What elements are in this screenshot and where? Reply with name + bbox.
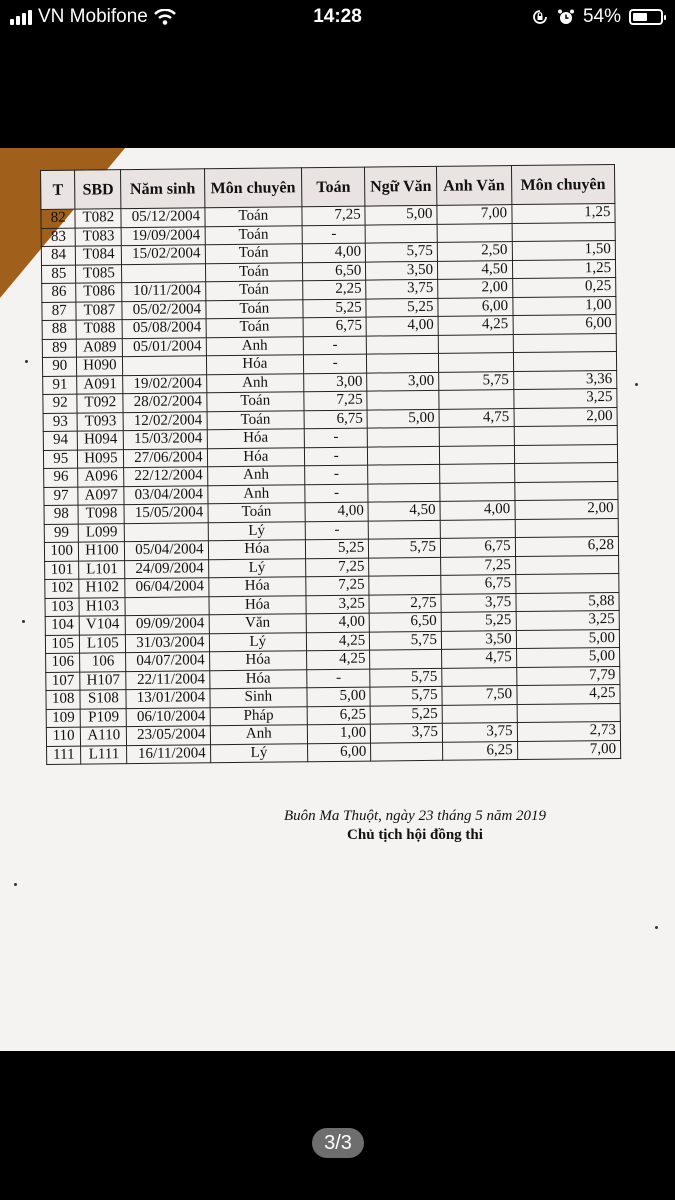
cell-birth-date: 22/11/2004 bbox=[126, 670, 209, 689]
cell-sbd: H102 bbox=[79, 579, 125, 598]
cell-row-number: 107 bbox=[46, 672, 81, 691]
rotation-lock-icon bbox=[531, 8, 549, 26]
status-bar bbox=[0, 0, 675, 36]
cell-birth-date: 06/04/2004 bbox=[125, 578, 208, 597]
cell-score-specialty bbox=[512, 222, 616, 242]
cell-birth-date: 22/12/2004 bbox=[124, 467, 207, 486]
cell-score-english: 6,75 bbox=[440, 538, 515, 557]
cell-birth-date bbox=[122, 263, 205, 282]
cell-row-number: 86 bbox=[42, 283, 77, 302]
cell-score-specialty: 7,00 bbox=[517, 740, 621, 760]
cell-sbd: T093 bbox=[77, 412, 123, 431]
cell-score-literature bbox=[367, 390, 439, 409]
cell-score-specialty: 5,00 bbox=[516, 629, 620, 649]
cell-row-number: 109 bbox=[46, 709, 81, 728]
cell-specialty-subject: Toán bbox=[205, 262, 303, 282]
cell-specialty-subject: Anh bbox=[207, 466, 305, 486]
cell-score-english bbox=[440, 519, 515, 538]
cell-birth-date: 19/09/2004 bbox=[121, 226, 204, 245]
cell-birth-date: 16/11/2004 bbox=[127, 744, 210, 763]
cell-score-literature bbox=[365, 224, 437, 243]
cell-score-literature: 4,50 bbox=[368, 501, 440, 520]
cell-sbd: H090 bbox=[77, 357, 123, 376]
cell-score-english bbox=[439, 445, 514, 464]
cell-score-specialty: 5,88 bbox=[516, 592, 620, 612]
cell-sbd: V104 bbox=[80, 616, 126, 635]
cell-sbd: T084 bbox=[76, 246, 122, 265]
cell-row-number: 94 bbox=[43, 431, 78, 450]
cell-score-literature bbox=[369, 575, 441, 594]
cell-sbd: 106 bbox=[80, 653, 126, 672]
cell-score-english: 4,25 bbox=[438, 316, 513, 335]
cell-score-english: 5,25 bbox=[441, 612, 516, 631]
cell-sbd: L105 bbox=[80, 634, 126, 653]
cell-score-math: 4,00 bbox=[302, 243, 365, 262]
cell-score-math: 3,25 bbox=[306, 595, 369, 614]
cell-score-math: - bbox=[303, 336, 366, 355]
cell-score-specialty: 2,00 bbox=[514, 407, 618, 427]
cell-score-math: - bbox=[305, 447, 368, 466]
cell-score-math: - bbox=[305, 465, 368, 484]
cell-score-english bbox=[440, 482, 515, 501]
cell-score-literature: 5,75 bbox=[370, 631, 442, 650]
cell-specialty-subject: Hóa bbox=[208, 577, 306, 597]
cell-score-specialty: 2,00 bbox=[515, 499, 619, 519]
column-header: Toán bbox=[302, 167, 366, 207]
cell-score-specialty: 6,00 bbox=[513, 314, 617, 334]
cell-score-literature bbox=[367, 427, 439, 446]
cell-sbd: T086 bbox=[76, 283, 122, 302]
cell-birth-date bbox=[125, 522, 208, 541]
cell-birth-date: 03/04/2004 bbox=[124, 485, 207, 504]
cell-birth-date: 05/02/2004 bbox=[122, 300, 205, 319]
cell-specialty-subject: Anh bbox=[210, 725, 308, 745]
cell-score-english bbox=[442, 667, 517, 686]
cell-sbd: A091 bbox=[77, 375, 123, 394]
cell-score-specialty: 3,25 bbox=[513, 388, 617, 408]
cell-score-math: 7,25 bbox=[306, 576, 369, 595]
cell-score-english: 5,75 bbox=[439, 371, 514, 390]
cell-score-specialty: 4,25 bbox=[517, 684, 621, 704]
cell-score-literature: 3,50 bbox=[366, 261, 438, 280]
cell-score-specialty bbox=[517, 703, 621, 723]
cell-birth-date: 15/02/2004 bbox=[122, 245, 205, 264]
cell-score-specialty bbox=[513, 351, 617, 371]
place-date: Buôn Ma Thuột, ngày 23 tháng 5 năm 2019 bbox=[283, 808, 547, 824]
carrier-name: VN Mobifone bbox=[38, 6, 148, 27]
cell-birth-date: 15/03/2004 bbox=[124, 430, 207, 449]
cell-score-specialty bbox=[515, 555, 619, 575]
cell-specialty-subject: Toán bbox=[205, 299, 303, 319]
cell-score-literature: 4,00 bbox=[366, 316, 438, 335]
cell-score-math: - bbox=[307, 669, 370, 688]
score-table-container bbox=[40, 164, 621, 765]
cell-score-literature bbox=[368, 520, 440, 539]
cell-score-math: 3,00 bbox=[304, 373, 367, 392]
cell-sbd: H100 bbox=[79, 542, 125, 561]
table-header-row bbox=[41, 164, 615, 209]
cell-sbd: T092 bbox=[77, 394, 123, 413]
cell-score-math: 4,25 bbox=[306, 632, 369, 651]
cell-score-literature: 3,75 bbox=[366, 279, 438, 298]
speck bbox=[635, 383, 638, 386]
cell-row-number: 111 bbox=[47, 746, 82, 765]
cell-score-math: 6,75 bbox=[303, 317, 366, 336]
cell-sbd: T087 bbox=[76, 301, 122, 320]
cell-score-english bbox=[438, 353, 513, 372]
cell-score-english bbox=[439, 390, 514, 409]
cell-sbd: L111 bbox=[81, 745, 127, 764]
cell-specialty-subject: Lý bbox=[210, 743, 308, 763]
cell-score-english: 4,75 bbox=[442, 649, 517, 668]
cell-row-number: 108 bbox=[46, 690, 81, 709]
cell-score-math: 7,25 bbox=[306, 558, 369, 577]
cell-row-number: 89 bbox=[42, 339, 77, 358]
cell-sbd: T085 bbox=[76, 264, 122, 283]
cell-birth-date: 05/04/2004 bbox=[125, 541, 208, 560]
cell-score-english bbox=[438, 334, 513, 353]
cell-row-number: 101 bbox=[45, 561, 80, 580]
cell-score-literature: 5,75 bbox=[366, 242, 438, 261]
cell-score-math: 7,25 bbox=[304, 391, 367, 410]
cell-score-literature bbox=[371, 742, 443, 761]
cell-score-literature: 5,75 bbox=[370, 668, 442, 687]
cell-score-math: 6,50 bbox=[303, 262, 366, 281]
cell-score-math: 5,25 bbox=[303, 299, 366, 318]
cell-row-number: 100 bbox=[44, 542, 79, 561]
cell-specialty-subject: Toán bbox=[204, 207, 302, 227]
cell-score-math: 1,00 bbox=[307, 724, 370, 743]
cell-score-math: - bbox=[304, 428, 367, 447]
cell-birth-date: 09/09/2004 bbox=[126, 615, 209, 634]
cell-row-number: 97 bbox=[44, 487, 79, 506]
cell-row-number: 92 bbox=[43, 394, 78, 413]
cell-birth-date: 28/02/2004 bbox=[123, 393, 206, 412]
cell-row-number: 95 bbox=[43, 450, 78, 469]
cell-birth-date: 05/01/2004 bbox=[123, 337, 206, 356]
cell-score-specialty: 3,25 bbox=[516, 610, 620, 630]
cell-row-number: 82 bbox=[41, 209, 76, 228]
cell-specialty-subject: Toán bbox=[205, 225, 303, 245]
cell-score-literature: 3,75 bbox=[371, 723, 443, 742]
cell-row-number: 88 bbox=[42, 320, 77, 339]
cell-specialty-subject: Anh bbox=[206, 336, 304, 356]
cell-specialty-subject: Anh bbox=[207, 484, 305, 504]
cell-score-english bbox=[442, 704, 517, 723]
cell-row-number: 83 bbox=[41, 228, 76, 247]
cell-birth-date: 24/09/2004 bbox=[125, 559, 208, 578]
cell-score-english: 3,75 bbox=[441, 593, 516, 612]
cell-birth-date: 15/05/2004 bbox=[124, 504, 207, 523]
cell-score-math: 6,00 bbox=[308, 743, 371, 762]
cell-specialty-subject: Lý bbox=[208, 558, 306, 578]
cell-score-specialty: 7,79 bbox=[516, 666, 620, 686]
signature-title: Chủ tịch hội đồng thi bbox=[347, 827, 483, 843]
cell-score-specialty: 5,00 bbox=[516, 647, 620, 667]
cell-specialty-subject: Lý bbox=[209, 632, 307, 652]
cell-score-literature bbox=[367, 335, 439, 354]
cell-specialty-subject: Toán bbox=[205, 281, 303, 301]
cell-birth-date bbox=[125, 596, 208, 615]
cell-sbd: T098 bbox=[78, 505, 124, 524]
cell-score-specialty bbox=[513, 333, 617, 353]
cell-sbd: T083 bbox=[76, 227, 122, 246]
cell-score-specialty bbox=[514, 425, 618, 445]
cell-score-english: 2,00 bbox=[438, 279, 513, 298]
cell-row-number: 90 bbox=[42, 357, 77, 376]
cell-score-english: 2,50 bbox=[437, 242, 512, 261]
cell-birth-date: 13/01/2004 bbox=[126, 689, 209, 708]
cell-specialty-subject: Hóa bbox=[206, 355, 304, 375]
cell-score-literature: 5,75 bbox=[369, 538, 441, 557]
cell-sbd: L099 bbox=[79, 523, 125, 542]
cell-sbd: A096 bbox=[78, 468, 124, 487]
cell-score-specialty bbox=[514, 462, 618, 482]
battery-icon bbox=[629, 9, 663, 25]
cell-birth-date: 12/02/2004 bbox=[123, 411, 206, 430]
cell-specialty-subject: Hóa bbox=[207, 447, 305, 467]
cell-specialty-subject: Toán bbox=[205, 244, 303, 264]
column-header: Năm sinh bbox=[121, 169, 205, 209]
cell-score-math: 4,00 bbox=[306, 613, 369, 632]
cell-score-english: 4,00 bbox=[440, 501, 515, 520]
document-footer bbox=[255, 808, 575, 844]
cell-score-specialty: 3,36 bbox=[513, 370, 617, 390]
cell-row-number: 93 bbox=[43, 413, 78, 432]
cell-specialty-subject: Pháp bbox=[210, 706, 308, 726]
cell-score-english: 6,25 bbox=[443, 741, 518, 760]
cell-row-number: 98 bbox=[44, 505, 79, 524]
cell-score-math: - bbox=[305, 484, 368, 503]
cell-score-literature bbox=[368, 464, 440, 483]
cell-specialty-subject: Hóa bbox=[209, 651, 307, 671]
cell-score-english bbox=[439, 427, 514, 446]
cell-score-literature bbox=[368, 446, 440, 465]
cell-score-math: 6,25 bbox=[307, 706, 370, 725]
cell-score-english: 3,75 bbox=[442, 723, 517, 742]
cell-sbd: A110 bbox=[81, 727, 127, 746]
alarm-icon bbox=[557, 8, 575, 26]
cell-sbd: L101 bbox=[79, 560, 125, 579]
cell-score-specialty: 1,25 bbox=[512, 203, 616, 223]
cell-score-literature bbox=[370, 649, 442, 668]
cell-sbd: H094 bbox=[78, 431, 124, 450]
cell-score-math: 7,25 bbox=[302, 206, 365, 225]
cell-birth-date: 05/12/2004 bbox=[121, 208, 204, 227]
cell-score-math: 5,25 bbox=[306, 539, 369, 558]
cell-sbd: T082 bbox=[75, 209, 121, 228]
cell-birth-date: 31/03/2004 bbox=[126, 633, 209, 652]
speck bbox=[22, 620, 25, 623]
cell-birth-date: 27/06/2004 bbox=[124, 448, 207, 467]
cell-row-number: 105 bbox=[45, 635, 80, 654]
cell-score-math: 5,00 bbox=[307, 687, 370, 706]
cell-birth-date: 19/02/2004 bbox=[123, 374, 206, 393]
cell-sbd: A097 bbox=[78, 486, 124, 505]
cell-row-number: 84 bbox=[41, 246, 76, 265]
cell-row-number: 85 bbox=[41, 265, 76, 284]
cell-specialty-subject: Văn bbox=[209, 614, 307, 634]
speck bbox=[25, 360, 28, 363]
cell-score-math: 4,25 bbox=[307, 650, 370, 669]
column-header: Môn chuyên bbox=[511, 164, 615, 204]
cell-score-english: 7,25 bbox=[441, 556, 516, 575]
cell-row-number: 87 bbox=[42, 302, 77, 321]
cell-row-number: 99 bbox=[44, 524, 79, 543]
cell-birth-date: 04/07/2004 bbox=[126, 652, 209, 671]
cell-score-literature: 5,25 bbox=[366, 298, 438, 317]
cell-specialty-subject: Hóa bbox=[209, 669, 307, 689]
cell-score-specialty: 0,25 bbox=[512, 277, 616, 297]
cell-score-specialty: 1,00 bbox=[512, 296, 616, 316]
cell-sbd: T088 bbox=[77, 320, 123, 339]
cell-specialty-subject: Hóa bbox=[208, 540, 306, 560]
cell-score-specialty: 6,28 bbox=[515, 536, 619, 556]
cell-specialty-subject: Toán bbox=[206, 392, 304, 412]
cell-score-specialty bbox=[515, 518, 619, 538]
cell-score-literature bbox=[367, 353, 439, 372]
cell-score-literature bbox=[369, 557, 441, 576]
score-table bbox=[40, 164, 621, 765]
cell-specialty-subject: Toán bbox=[207, 410, 305, 430]
cell-birth-date: 05/08/2004 bbox=[122, 319, 205, 338]
cell-birth-date: 10/11/2004 bbox=[122, 282, 205, 301]
cell-score-specialty bbox=[515, 573, 619, 593]
cell-score-literature: 2,75 bbox=[369, 594, 441, 613]
cell-score-english: 4,50 bbox=[437, 260, 512, 279]
column-header: Anh Văn bbox=[436, 166, 511, 206]
cell-sbd: H107 bbox=[80, 671, 126, 690]
cell-score-english: 4,75 bbox=[439, 408, 514, 427]
cell-birth-date bbox=[123, 356, 206, 375]
cell-specialty-subject: Toán bbox=[208, 503, 306, 523]
cell-score-math: 6,75 bbox=[304, 410, 367, 429]
cell-score-literature: 6,50 bbox=[369, 612, 441, 631]
cell-score-english: 7,50 bbox=[442, 686, 517, 705]
cell-specialty-subject: Lý bbox=[208, 521, 306, 541]
cell-score-english: 3,50 bbox=[441, 630, 516, 649]
battery-level bbox=[633, 13, 647, 21]
cell-row-number: 104 bbox=[45, 616, 80, 635]
cell-score-literature: 5,75 bbox=[370, 686, 442, 705]
column-header: T bbox=[41, 170, 76, 209]
cell-sbd: S108 bbox=[80, 690, 126, 709]
cell-birth-date: 06/10/2004 bbox=[126, 707, 209, 726]
cell-score-english: 6,75 bbox=[441, 575, 516, 594]
cell-score-literature: 5,25 bbox=[370, 705, 442, 724]
cell-specialty-subject: Toán bbox=[206, 318, 304, 338]
cell-score-math: - bbox=[304, 354, 367, 373]
speck bbox=[14, 883, 17, 886]
table-body bbox=[41, 203, 621, 764]
cell-score-english: 7,00 bbox=[437, 205, 512, 224]
speck bbox=[655, 926, 658, 929]
cell-specialty-subject: Sinh bbox=[210, 688, 308, 708]
document-photo[interactable] bbox=[0, 148, 675, 1051]
cell-row-number: 96 bbox=[44, 468, 79, 487]
cell-sbd: H103 bbox=[79, 597, 125, 616]
cell-score-english bbox=[437, 223, 512, 242]
cell-row-number: 91 bbox=[43, 376, 78, 395]
clock: 14:28 bbox=[313, 6, 362, 27]
cell-sbd: A089 bbox=[77, 338, 123, 357]
cell-row-number: 106 bbox=[46, 653, 81, 672]
cell-row-number: 110 bbox=[46, 727, 81, 746]
cell-score-english bbox=[440, 464, 515, 483]
cell-score-specialty bbox=[514, 444, 618, 464]
cell-score-literature: 5,00 bbox=[367, 409, 439, 428]
column-header: Ngữ Văn bbox=[365, 166, 437, 206]
cell-specialty-subject: Hóa bbox=[207, 429, 305, 449]
page-indicator: 3/3 bbox=[312, 1128, 364, 1158]
cell-score-math: - bbox=[302, 225, 365, 244]
cell-birth-date: 23/05/2004 bbox=[127, 726, 210, 745]
cell-score-specialty: 1,50 bbox=[512, 240, 616, 260]
cell-score-math: 4,00 bbox=[305, 502, 368, 521]
cell-score-specialty bbox=[514, 481, 618, 501]
cell-row-number: 103 bbox=[45, 598, 80, 617]
battery-percent: 54% bbox=[582, 6, 621, 27]
cell-score-english: 6,00 bbox=[438, 297, 513, 316]
cell-score-literature: 3,00 bbox=[367, 372, 439, 391]
cell-specialty-subject: Hóa bbox=[209, 595, 307, 615]
cell-score-specialty: 1,25 bbox=[512, 259, 616, 279]
cell-score-specialty: 2,73 bbox=[517, 721, 621, 741]
cell-sbd: P109 bbox=[81, 708, 127, 727]
cell-specialty-subject: Anh bbox=[206, 373, 304, 393]
cell-row-number: 102 bbox=[45, 579, 80, 598]
cell-score-math: - bbox=[305, 521, 368, 540]
status-right bbox=[531, 6, 663, 28]
cell-score-literature: 5,00 bbox=[365, 205, 437, 224]
cell-sbd: H095 bbox=[78, 449, 124, 468]
cell-score-literature bbox=[368, 483, 440, 502]
cell-score-math: 2,25 bbox=[303, 280, 366, 299]
column-header: Môn chuyên bbox=[204, 168, 302, 208]
column-header: SBD bbox=[75, 170, 121, 209]
